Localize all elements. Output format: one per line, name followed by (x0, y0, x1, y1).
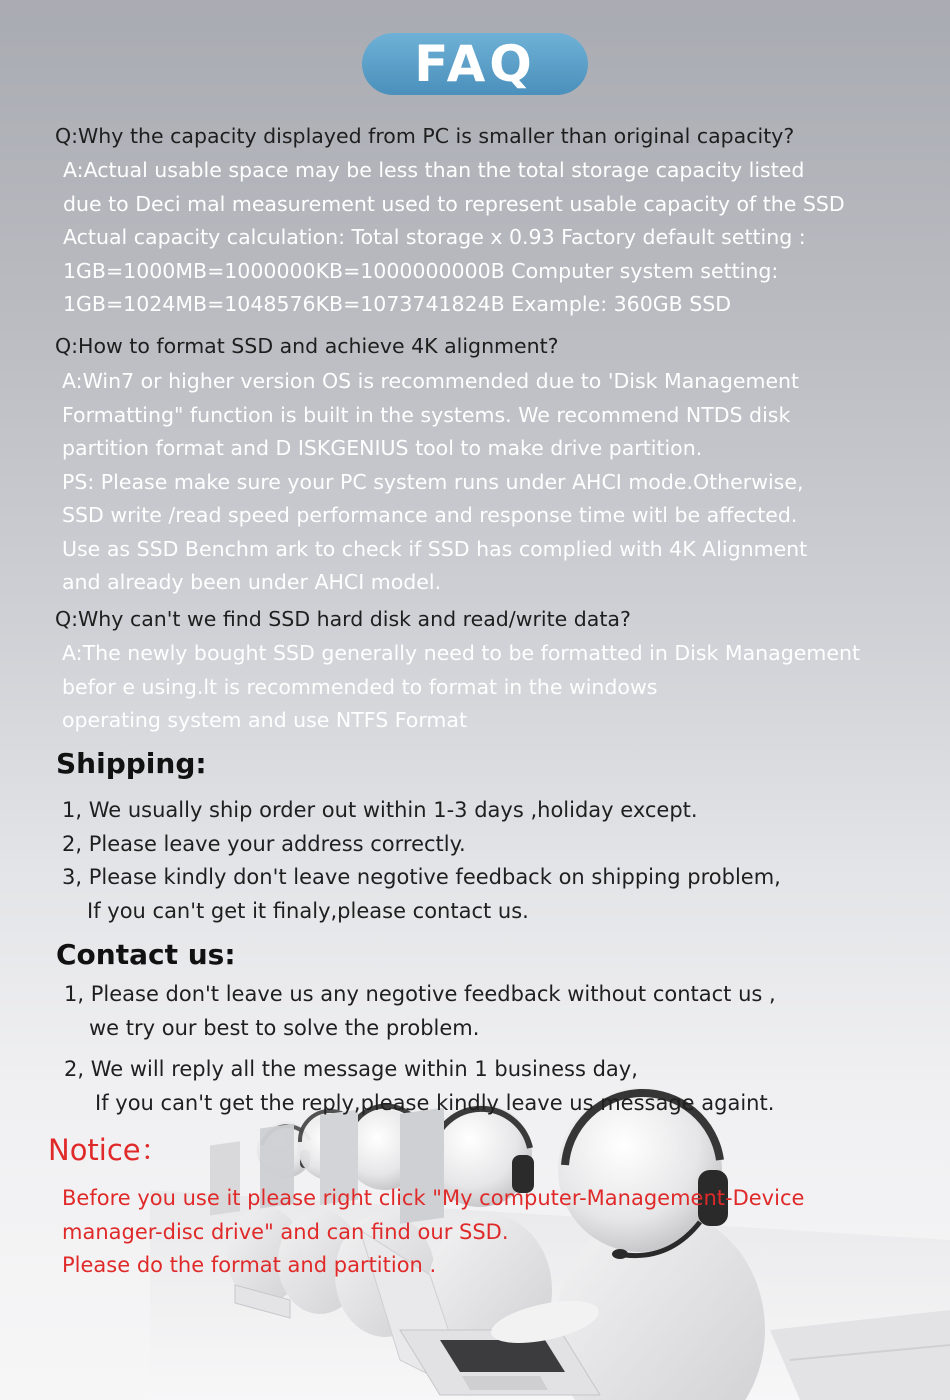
faq-title: FAQ (414, 35, 536, 93)
shipping-heading: Shipping: (56, 747, 207, 780)
notice-heading: Notice： (48, 1133, 170, 1167)
answer-line: 1GB=1000MB=1000000KB=1000000000B Computer system setting: (63, 258, 779, 283)
answer-line: PS: Please make sure your PC system runs under AHCI mode.Otherwise, (62, 469, 804, 494)
contact-line-continuation: If you can't get the reply,please kindly leave us message againt. (95, 1090, 775, 1115)
answer-line: A:The newly bought SSD generally need to be formatted in Disk Management (62, 641, 860, 665)
faq-question-1: Q:Why the capacity displayed from PC is smaller than original capacity? (55, 124, 795, 148)
faq-question-3: Q:Why can't we find SSD hard disk and read/write data? (55, 607, 631, 631)
faq-answer-1 (63, 154, 943, 322)
contact-line: 1, Please don't leave us any negotive feedback without contact us , (64, 982, 776, 1006)
answer-line: Actual capacity calculation: Total storage x 0.93 Factory default setting : (63, 225, 806, 249)
answer-line: and already been under AHCI model. (62, 570, 442, 594)
notice-line: Before you use it please right click "My computer-Management-Device (62, 1186, 805, 1210)
shipping-item: 1, We usually ship order out within 1-3 days ,holiday except. (62, 798, 698, 822)
notice-text (62, 1182, 804, 1283)
answer-line: partition format and D ISKGENIUS tool to make drive partition. (62, 436, 703, 460)
shipping-item-continuation: If you can't get it finaly,please contact us. (87, 898, 529, 923)
answer-line: due to Deci mal measurement used to represent usable capacity of the SSD (63, 191, 845, 216)
shipping-item: 2, Please leave your address correctly. (62, 831, 466, 856)
contact-line-continuation: we try our best to solve the problem. (89, 1015, 480, 1040)
contact-item-1 (64, 978, 776, 1045)
faq-title-badge (362, 33, 588, 95)
answer-line: A:Actual usable space may be less than the total storage capacity listed (63, 158, 805, 182)
answer-line: operating system and use NTFS Format (62, 708, 467, 732)
answer-line: A:Win7 or higher version OS is recommended due to 'Disk Management (62, 369, 800, 393)
shipping-list (62, 794, 781, 928)
notice-line: Please do the format and partition . (62, 1253, 437, 1277)
answer-line: befor e using.lt is recommended to format in the windows (62, 674, 658, 699)
faq-answer-2 (62, 365, 942, 600)
answer-line: SSD write /read speed performance and response time witl be affected. (62, 503, 798, 527)
faq-question-2: Q:How to format SSD and achieve 4K alignment? (55, 334, 559, 358)
shipping-item: 3, Please kindly don't leave negotive feedback on shipping problem, (62, 865, 781, 889)
answer-line: Use as SSD Benchm ark to check if SSD has complied with 4K Alignment (62, 536, 808, 561)
faq-answer-3 (62, 637, 942, 738)
contact-heading: Contact us: (56, 938, 236, 971)
contact-item-2 (64, 1053, 774, 1120)
answer-line: Formatting" function is built in the systems. We recommend NTDS disk (62, 402, 791, 427)
answer-line: 1GB=1024MB=1048576KB=1073741824B Example: 360GB SSD (63, 292, 732, 316)
contact-line: 2, We will reply all the message within 1 business day, (64, 1057, 638, 1081)
notice-line: manager-disc drive" and can find our SSD. (62, 1219, 509, 1244)
